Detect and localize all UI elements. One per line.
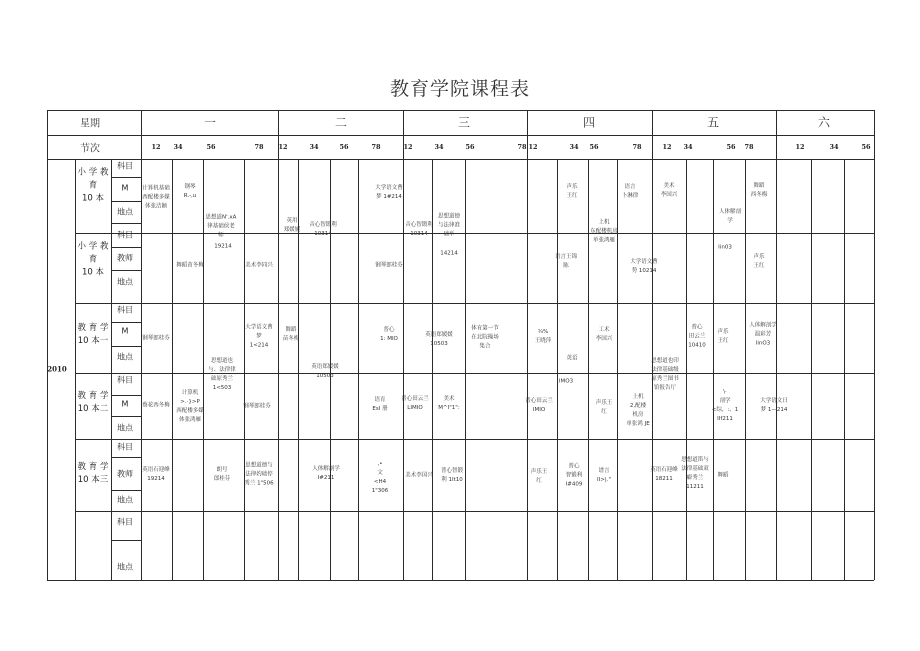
timetable (47, 110, 920, 580)
class-name: 教 育 学 10 本三 (77, 462, 109, 485)
grid-line (776, 110, 777, 159)
course-cell: 思想道也印 法律基础级 原秀兰图书 馆报告厅 (651, 358, 679, 391)
course-cell: 朗号 郎桂芬 (213, 467, 231, 482)
grid-line (111, 457, 141, 458)
course-cell: 思想道也 与、法律律 础原秀兰 1<503 (208, 358, 236, 391)
grid-line (111, 322, 141, 323)
course-cell: ,• 文 <H4 1"306 (371, 461, 389, 494)
grid-line (588, 159, 589, 580)
grid-line (358, 159, 359, 580)
course-cell: 语育 EsI 册 (372, 397, 388, 412)
day-2: 二 (334, 115, 348, 130)
section-11: 56 (465, 143, 475, 151)
course-cell: 普心 1: MIO (380, 327, 398, 342)
row-label: 地点 (117, 423, 133, 433)
course-cell: 14214 (440, 250, 458, 257)
grid-line (776, 159, 777, 580)
row-label: 地点 (117, 352, 133, 362)
grid-line (141, 110, 142, 159)
course-cell: 钢琴郎桂芬 (243, 403, 271, 410)
course-cell: 钢琴 R.-,u (183, 184, 197, 199)
row-label: 科目 (117, 442, 133, 452)
grid-line (111, 270, 141, 271)
class-name: 小 学 教 育 10 本 (77, 167, 109, 204)
course-cell: 工术 李国兴 (595, 327, 613, 342)
section-4: 78 (254, 143, 264, 151)
course-cell: 英语郑媛媛 10503 (425, 332, 453, 347)
course-cell: 钢琴郎桂芬 (375, 262, 403, 269)
grid-line (75, 303, 874, 304)
course-cell: 普心智锻 利 1It10 (440, 468, 464, 483)
course-cell: 美术 李国兴 (660, 183, 678, 198)
grid-line (75, 439, 874, 440)
course-cell: 英语石迎峰 19214 (142, 467, 170, 482)
section-19: 56 (726, 143, 736, 151)
grid-line (527, 159, 528, 580)
row-label: 教师 (117, 469, 133, 479)
day-1: 一 (203, 115, 217, 130)
day-6: 六 (817, 115, 831, 130)
course-cell: 语言 卜淋律 (621, 184, 639, 199)
section-5: 12 (278, 143, 288, 151)
course-cell: 计算机 >.·}>P 西配楼多媒 体张鸿雁 (176, 390, 204, 423)
row-label: 科目 (117, 305, 133, 315)
grid-line (686, 159, 687, 580)
grid-line (47, 580, 874, 581)
weekday-label: 星期 (80, 118, 100, 130)
course-cell: 大学语文曹 梦 1#214 (375, 185, 403, 200)
row-label: M (121, 399, 129, 409)
grid-line (203, 159, 204, 580)
grid-line (111, 540, 141, 541)
row-label: 科目 (117, 230, 133, 240)
row-label: 科目 (117, 375, 133, 385)
course-cell: 语言王锦 陈 (554, 254, 578, 269)
grid-line (403, 159, 404, 580)
course-cell: 钢琴郎桂芬 (142, 335, 170, 342)
course-cell: 思想道N'.xA 律基础侯老 师 (205, 214, 237, 239)
grid-line (47, 135, 874, 136)
course-cell: 声乐 王红 (753, 254, 765, 269)
grid-line (811, 159, 812, 580)
course-cell: 思想道德 与法律准 础举 (437, 213, 461, 238)
year-label: 2010 (47, 364, 67, 374)
grid-line (874, 110, 875, 580)
course-cell: 思想道德与 法律妁础停 秀兰 1"506 (244, 462, 274, 487)
class-name: 教 育 学 10 本一 (77, 323, 109, 346)
course-cell: 舞蹈 (717, 472, 729, 479)
grid-line (844, 159, 845, 580)
grid-line (111, 177, 141, 178)
course-cell: 英语石迎峰 18211 (650, 467, 678, 482)
section-14: 34 (569, 143, 579, 151)
row-label: 地点 (117, 562, 133, 572)
grid-line (172, 159, 173, 580)
section-8: 78 (371, 143, 381, 151)
grid-line (47, 110, 874, 111)
course-cell: 人体解剖学 I#211 (312, 466, 340, 481)
course-cell: 大学语文曹 势 10214 (630, 259, 658, 274)
course-cell: 英语 (566, 355, 578, 362)
grid-line (75, 373, 874, 374)
course-cell: 美术李同兴 (245, 262, 273, 269)
course-cell: 普心田云兰 IMIO (525, 398, 553, 413)
grid-line (527, 110, 528, 159)
grid-line (403, 110, 404, 159)
section-15: 56 (589, 143, 599, 151)
row-label: 地点 (117, 495, 133, 505)
course-cell: 大学语文日 梦 1—214 (760, 398, 788, 413)
grid-line (745, 159, 746, 580)
course-cell: 舞蹈 西冬梅 (750, 183, 768, 198)
grid-line (111, 223, 141, 224)
section-17: 12 (662, 143, 672, 151)
course-cell: 上机 2,配楼 机房 单张鸿 JE (626, 394, 650, 427)
course-cell: 谱言 II>|." (597, 468, 611, 483)
course-cell: Iin03 (718, 244, 732, 251)
course-cell: \· 剖学 <综，:、1 IIf211 (711, 389, 739, 422)
day-3: 三 (457, 115, 471, 130)
class-name: 教 育 学 10 本二 (77, 391, 109, 414)
row-label: 地点 (117, 277, 133, 287)
grid-line (75, 511, 874, 512)
section-9: 12 (403, 143, 413, 151)
page-title: 教育学院课程表 (389, 78, 530, 100)
day-5: 五 (706, 115, 720, 130)
course-cell: 上机 东配楼机房 单张鸿雁 (590, 219, 618, 244)
grid-line (75, 233, 874, 234)
course-cell: 人体解剖学 温彩芳 IinO3 (749, 322, 777, 347)
course-cell: 大学语文曹 梦 1<214 (245, 324, 273, 349)
course-cell: 蔡花西冬梅 (142, 402, 170, 409)
course-cell: 舞蹈苗冬梅 (176, 262, 204, 269)
grid-line (465, 159, 466, 580)
section-7: 56 (339, 143, 349, 151)
row-label: M (121, 326, 129, 336)
grid-line (75, 159, 874, 160)
grid-line (111, 247, 141, 248)
course-cell: 普心田云兰 LIMIO (401, 396, 429, 411)
course-cell: 普心 智锻利 I#409 (565, 463, 583, 488)
period-label: 节次 (80, 143, 100, 155)
course-cell: 计算机基础 西配楼多媒 体张洁颖 (142, 185, 170, 210)
course-cell: 声乐 王红 (566, 184, 578, 199)
course-cell: IMO3 (558, 378, 574, 385)
section-2: 34 (173, 143, 183, 151)
section-1: 12 (151, 143, 161, 151)
course-cell: 英语郑媛媛 10503 (311, 364, 339, 379)
course-cell: 音心智锻利 10314 (309, 222, 337, 237)
course-cell: 体育第一节 在北院操场 集合 (471, 325, 499, 350)
grid-line (75, 159, 76, 580)
row-label: 科目 (117, 161, 133, 171)
course-cell: 美术 M^I"1": (438, 396, 460, 411)
course-cell: 人体解剖 学 (718, 209, 742, 224)
course-cell: 普心 田云兰 10410 (688, 324, 706, 349)
row-label: 地点 (117, 207, 133, 217)
grid-line (111, 346, 141, 347)
grid-line (557, 159, 558, 580)
course-cell: 思想道笛与 法律基础双 癖秀兰 11211 (681, 457, 709, 490)
section-18: 34 (683, 143, 693, 151)
course-cell: ¾% 王晓萍 (534, 329, 552, 344)
section-12: 78 (517, 143, 527, 151)
section-10: 34 (434, 143, 444, 151)
row-label: 教师 (117, 253, 133, 263)
day-4: 四 (582, 115, 596, 130)
section-3: 56 (206, 143, 216, 151)
section-6: 34 (309, 143, 319, 151)
class-name: 小 学 教 育 10 本 (77, 241, 109, 278)
grid-line (111, 416, 141, 417)
section-13: 12 (528, 143, 538, 151)
section-21: 12 (795, 143, 805, 151)
row-label: M (121, 183, 129, 193)
course-cell: 19214 (214, 243, 232, 250)
grid-line (111, 395, 141, 396)
section-23: 56 (861, 143, 871, 151)
course-cell: 音心智锻利 10314 (405, 222, 433, 237)
grid-line (141, 159, 142, 580)
course-cell: 美术李国兴 (405, 472, 433, 479)
section-20: 78 (744, 143, 754, 151)
grid-line (713, 159, 714, 580)
grid-line (652, 110, 653, 159)
grid-line (244, 159, 245, 580)
section-16: 78 (632, 143, 642, 151)
course-cell: 英用 郑媛媛 (283, 218, 301, 233)
course-cell: 舞蹈 苗冬梅 (282, 327, 300, 342)
grid-line (111, 490, 141, 491)
grid-line (47, 110, 48, 580)
course-cell: 声乐王 红 (595, 400, 613, 415)
section-22: 34 (829, 143, 839, 151)
grid-line (278, 159, 279, 580)
course-cell: 声乐 王红 (717, 329, 729, 344)
grid-line (278, 110, 279, 159)
row-label: 科目 (117, 517, 133, 527)
course-cell: 声乐王 红 (530, 469, 548, 484)
grid-line (111, 201, 141, 202)
